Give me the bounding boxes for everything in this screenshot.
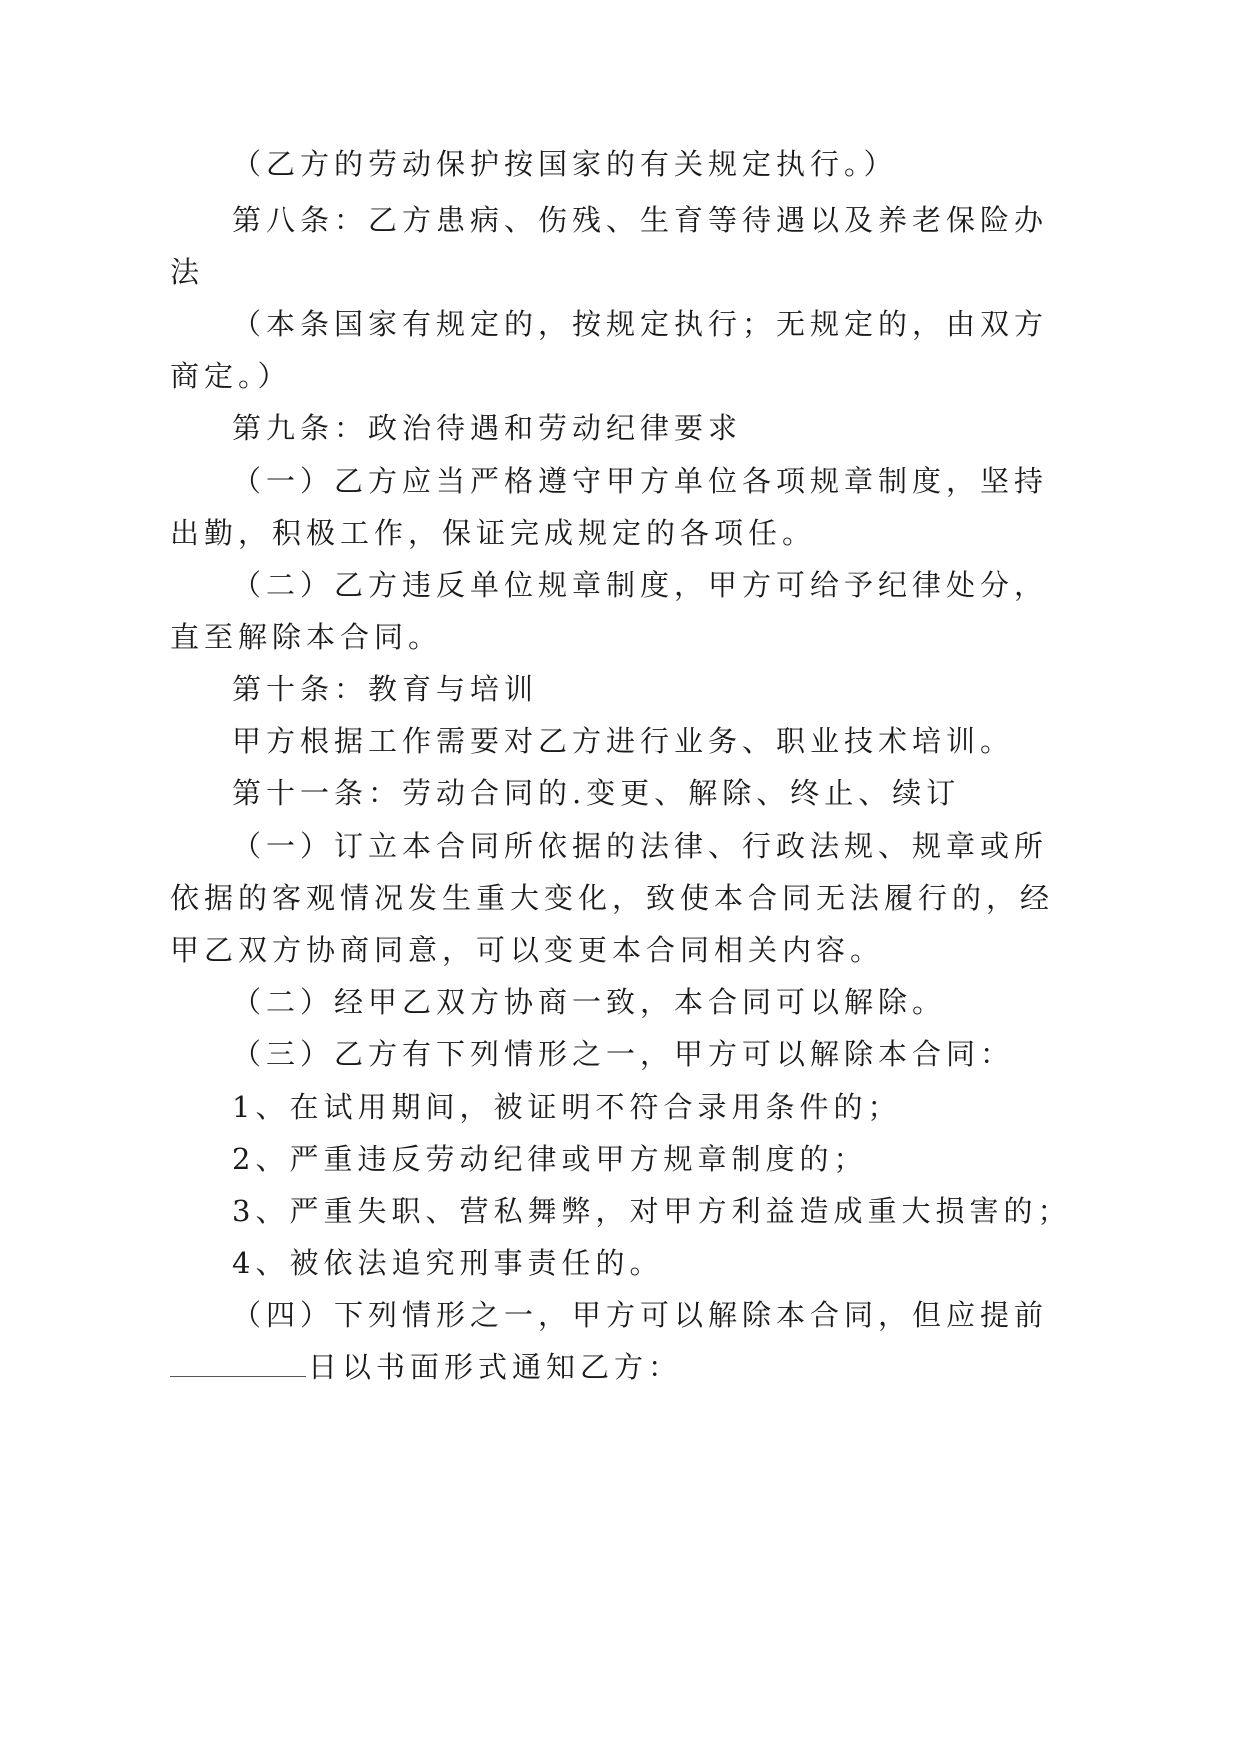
article-heading-8: 第八条：乙方患病、伤残、生育等待遇以及养老保险办 — [232, 203, 1049, 237]
paragraph-line: 法 — [170, 255, 205, 289]
paragraph-line: （本条国家有规定的，按规定执行；无规定的，由双方 — [232, 307, 1049, 341]
paragraph-line: 直至解除本合同。 — [170, 620, 443, 654]
paragraph-line: （一）乙方应当严格遵守甲方单位各项规章制度，坚持 — [232, 464, 1049, 498]
paragraph-line: （三）乙方有下列情形之一，甲方可以解除本合同： — [232, 1037, 1015, 1071]
fill-in-blank — [170, 1350, 306, 1377]
paragraph-line: 依据的客观情况发生重大变化，致使本合同无法履行的，经 — [170, 881, 1055, 915]
list-item: 3、严重失职、营私舞弊，对甲方利益造成重大损害的； — [232, 1194, 1072, 1228]
paragraph-line: （一）订立本合同所依据的法律、行政法规、规章或所 — [232, 829, 1049, 863]
paragraph-line: 出勤，积极工作，保证完成规定的各项任。 — [170, 516, 817, 550]
article-heading-9: 第九条：政治待遇和劳动纪律要求 — [232, 411, 743, 445]
paragraph-line: 甲乙双方协商同意，可以变更本合同相关内容。 — [170, 933, 885, 967]
paragraph-line: （四）下列情形之一，甲方可以解除本合同，但应提前 — [232, 1298, 1049, 1332]
paragraph-line: （二）乙方违反单位规章制度，甲方可给予纪律处分， — [232, 568, 1049, 602]
paragraph-line: （二）经甲乙双方协商一致，本合同可以解除。 — [232, 985, 947, 1019]
article-heading-10: 第十条：教育与培训 — [232, 672, 539, 706]
paragraph-text: 日以书面形式通知乙方： — [308, 1350, 683, 1384]
paragraph-line: 甲方根据工作需要对乙方进行业务、职业技术培训。 — [232, 724, 1015, 758]
paragraph-line: （乙方的劳动保护按国家的有关规定执行。） — [232, 147, 898, 181]
article-heading-11: 第十一条：劳动合同的.变更、解除、终止、续订 — [232, 776, 961, 810]
paragraph-line: 商定。） — [170, 359, 292, 393]
list-item: 4、被依法追究刑事责任的。 — [232, 1246, 664, 1280]
list-item: 2、严重违反劳动纪律或甲方规章制度的； — [232, 1142, 868, 1176]
paragraph-line-with-blank — [170, 1347, 682, 1387]
list-item: 1、在试用期间，被证明不符合录用条件的； — [232, 1090, 902, 1124]
